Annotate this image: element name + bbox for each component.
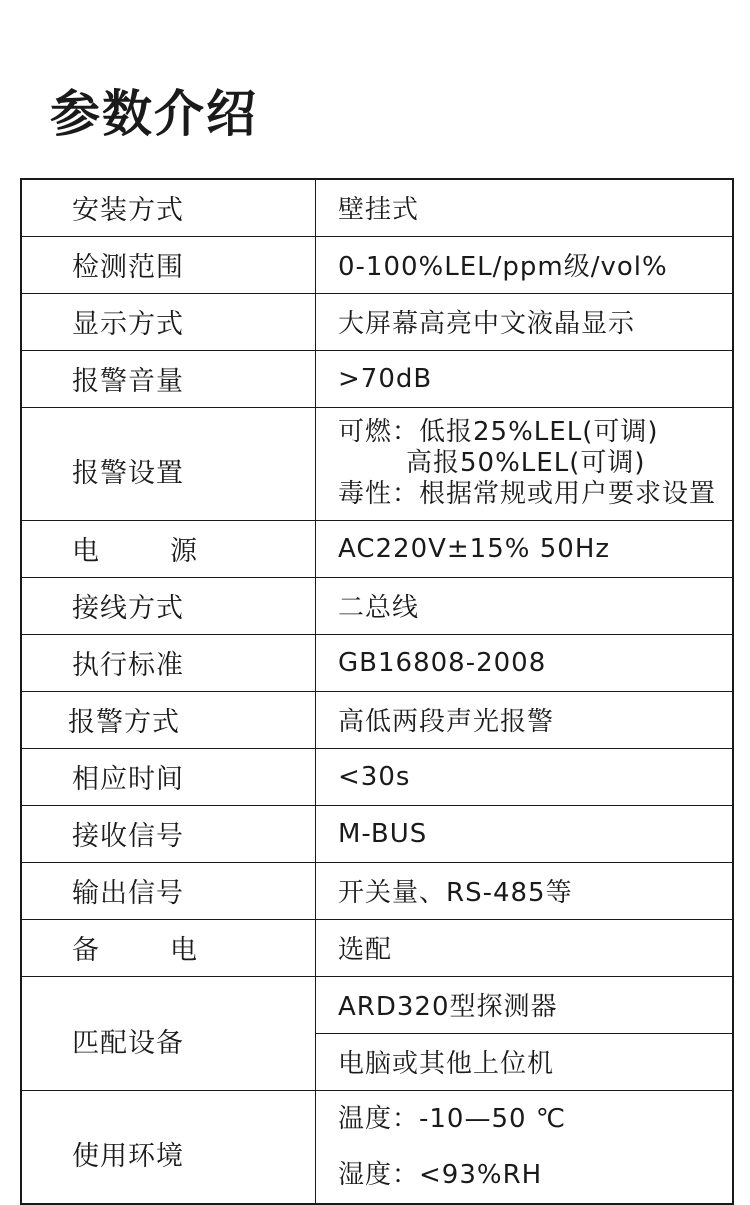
param-value: AC220V±15% 50Hz — [316, 520, 734, 577]
param-label: 执行标准 — [21, 634, 316, 691]
param-label: 安装方式 — [21, 179, 316, 236]
table-row — [21, 1090, 733, 1204]
table-row — [21, 577, 733, 634]
table-row — [21, 919, 733, 976]
param-label — [21, 520, 316, 577]
param-value: GB16808-2008 — [316, 634, 734, 691]
param-value: 0-100%LEL/ppm级/vol% — [316, 236, 734, 293]
parameter-table — [20, 178, 734, 1205]
environment-value — [316, 1090, 734, 1204]
flammable-line: 可燃：低报25%LEL(可调) — [338, 417, 659, 447]
toxic-line: 毒性：根据常规或用户要求设置 — [338, 479, 717, 509]
table-row — [21, 976, 733, 1033]
table-row — [21, 179, 733, 236]
param-value: M-BUS — [316, 805, 734, 862]
param-label: 显示方式 — [21, 293, 316, 350]
param-value: 开关量、RS-485等 — [316, 862, 734, 919]
param-value: 二总线 — [316, 577, 734, 634]
table-row — [21, 293, 733, 350]
param-value: 高低两段声光报警 — [316, 691, 734, 748]
param-label: 报警音量 — [21, 350, 316, 407]
high-alarm-line: 高报50%LEL(可调) — [406, 448, 646, 478]
param-label: 接线方式 — [21, 577, 316, 634]
table-row — [21, 520, 733, 577]
table-row — [21, 691, 733, 748]
temperature-line: 温度：-10—50 ℃ — [338, 1103, 567, 1134]
label-char: 源 — [170, 536, 198, 567]
table-row — [21, 350, 733, 407]
param-value: 壁挂式 — [316, 179, 734, 236]
humidity-line: 湿度：<93%RH — [338, 1159, 543, 1190]
page-title: 参数介绍 — [50, 85, 258, 143]
table-row — [21, 634, 733, 691]
label-char: 电 — [170, 935, 198, 966]
param-value: 选配 — [316, 919, 734, 976]
param-label: 报警设置 — [21, 407, 316, 520]
table-row — [21, 805, 733, 862]
param-value: ARD320型探测器 — [316, 976, 734, 1033]
param-label: 相应时间 — [21, 748, 316, 805]
label-char: 电 — [72, 536, 100, 567]
param-value: 大屏幕高亮中文液晶显示 — [316, 293, 734, 350]
table-row — [21, 748, 733, 805]
table-row — [21, 236, 733, 293]
param-label: 报警方式 — [21, 691, 316, 748]
label-char: 备 — [72, 935, 100, 966]
param-value: <30s — [316, 748, 734, 805]
table-row — [21, 862, 733, 919]
param-label — [21, 919, 316, 976]
alarm-setting-value — [316, 407, 734, 520]
param-label: 检测范围 — [21, 236, 316, 293]
table-row — [21, 407, 733, 520]
param-value: 电脑或其他上位机 — [316, 1033, 734, 1090]
param-label: 输出信号 — [21, 862, 316, 919]
param-label: 匹配设备 — [21, 976, 316, 1090]
param-label: 使用环境 — [21, 1090, 316, 1204]
param-label: 接收信号 — [21, 805, 316, 862]
param-value: >70dB — [316, 350, 734, 407]
